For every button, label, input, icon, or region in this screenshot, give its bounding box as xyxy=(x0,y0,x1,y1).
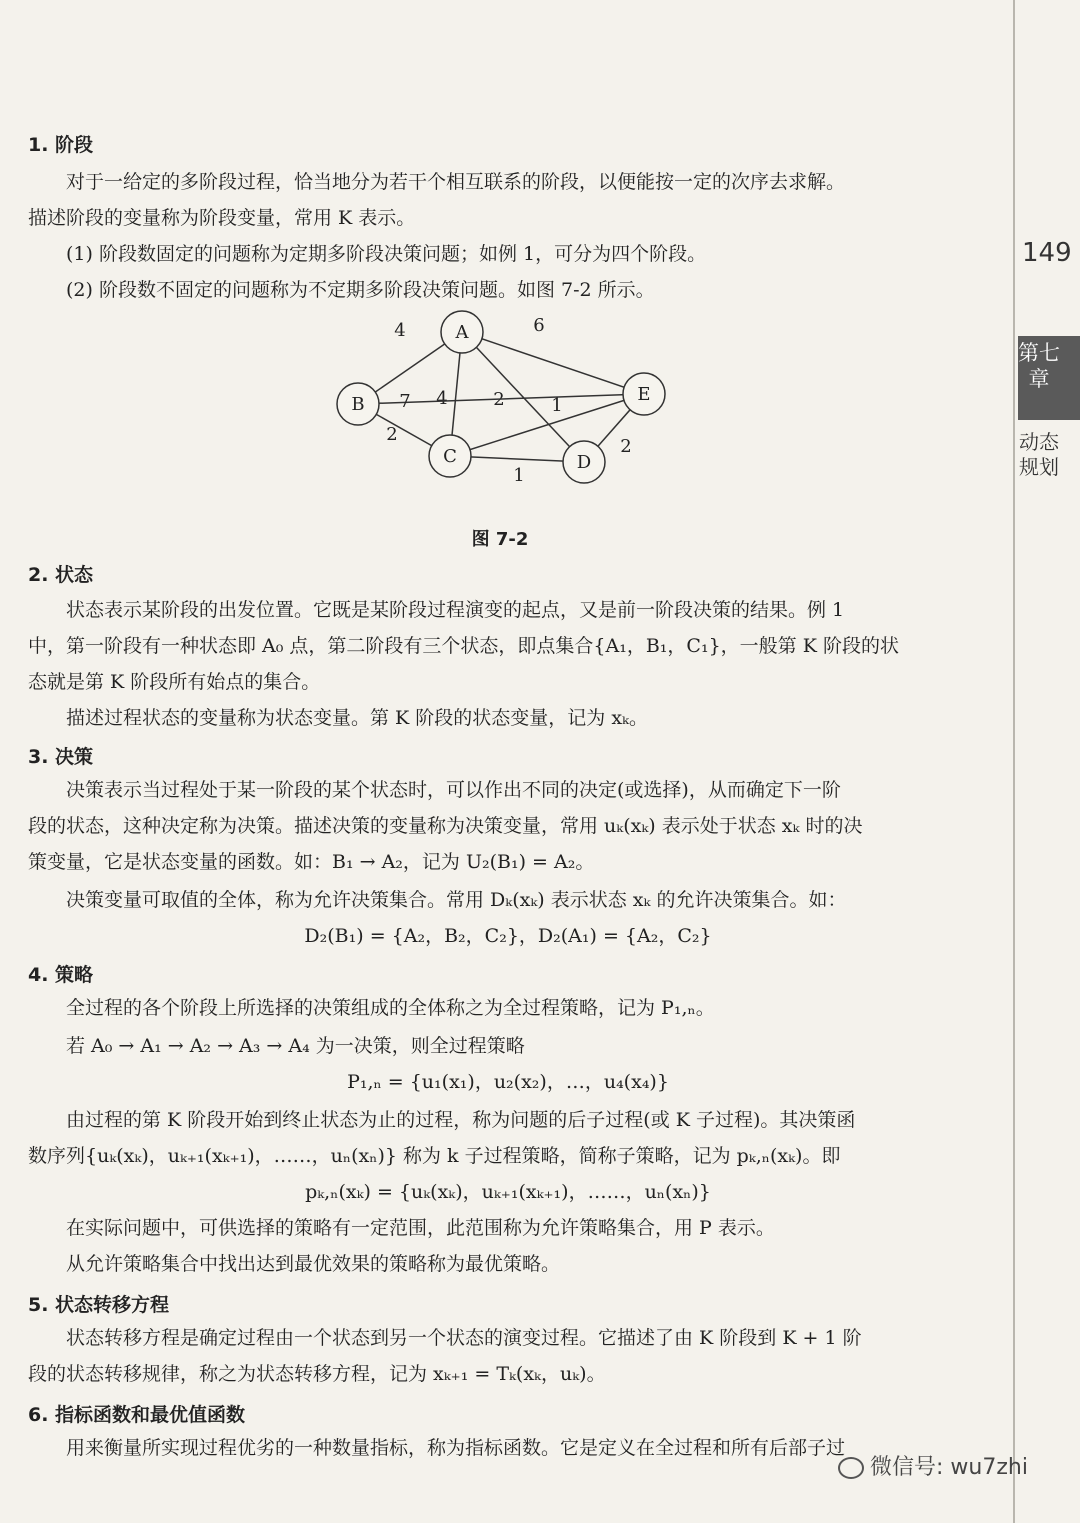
edge-weight-label: 2 xyxy=(386,424,398,445)
paragraph-line: 态就是第 K 阶段所有始点的集合。 xyxy=(28,671,321,693)
formula-line: D₂(B₁) = {A₂，B₂，C₂}，D₂(A₁) = {A₂，C₂} xyxy=(304,925,712,947)
graph-figure xyxy=(320,300,680,500)
section-heading: 4. 策略 xyxy=(28,964,94,986)
paragraph-line: 数序列{uₖ(xₖ)，uₖ₊₁(xₖ₊₁)，……，uₙ(xₙ)} 称为 k 子过程策略，简称子策略，记为 pₖ,ₙ(xₖ)。即 xyxy=(28,1145,841,1167)
paragraph-line: 由过程的第 K 阶段开始到终止状态为止的过程，称为问题的后子过程(或 K 子过程)。其决策函 xyxy=(66,1109,856,1131)
section-heading: 1. 阶段 xyxy=(28,134,94,156)
figure-caption: 图 7-2 xyxy=(471,529,529,550)
paragraph-line: 状态转移方程是确定过程由一个状态到另一个状态的演变过程。它描述了由 K 阶段到 K + 1 阶 xyxy=(66,1327,862,1349)
graph-node-label: B xyxy=(351,394,365,415)
chapter-tab-label: 第七章 xyxy=(1018,341,1060,391)
edge-weight-label: 4 xyxy=(436,388,448,409)
section-heading: 2. 状态 xyxy=(28,564,94,586)
paragraph-line: 决策变量可取值的全体，称为允许决策集合。常用 Dₖ(xₖ) 表示状态 xₖ 的允许决策集合。如： xyxy=(66,889,847,911)
edge-weight-label: 1 xyxy=(551,395,563,416)
graph-node-label: E xyxy=(637,384,651,405)
paragraph-line: 状态表示某阶段的出发位置。它既是某阶段过程演变的起点，又是前一阶段决策的结果。例 1 xyxy=(66,599,845,621)
edge-weight-label: 1 xyxy=(513,465,525,486)
paragraph-line: 段的状态转移规律，称之为状态转移方程，记为 xₖ₊₁ = Tₖ(xₖ，uₖ)。 xyxy=(28,1363,606,1385)
wechat-icon xyxy=(838,1457,864,1479)
page-number: 149 xyxy=(1022,238,1072,268)
paragraph-line: 若 A₀ → A₁ → A₂ → A₃ → A₄ 为一决策，则全过程策略 xyxy=(66,1035,525,1057)
graph-edge-CE xyxy=(450,394,644,456)
paragraph-line: 全过程的各个阶段上所选择的决策组成的全体称之为全过程策略，记为 P₁,ₙ。 xyxy=(66,997,715,1019)
chapter-title: 动态规划 xyxy=(1019,430,1059,479)
paragraph-line: 对于一给定的多阶段过程，恰当地分为若干个相互联系的阶段，以便能按一定的次序去求解。 xyxy=(66,171,846,193)
paragraph-line: 决策表示当过程处于某一阶段的某个状态时，可以作出不同的决定(或选择)，从而确定下一阶 xyxy=(66,779,841,801)
section-heading: 3. 决策 xyxy=(28,746,94,768)
paragraph-line: 策变量，它是状态变量的函数。如：B₁ → A₂，记为 U₂(B₁) = A₂。 xyxy=(28,851,595,873)
paragraph-line: 在实际问题中，可供选择的策略有一定范围，此范围称为允许策略集合，用 P 表示。 xyxy=(66,1217,775,1239)
paragraph-line: 从允许策略集合中找出达到最优效果的策略称为最优策略。 xyxy=(66,1253,561,1275)
formula-line: P₁,ₙ = {u₁(x₁)，u₂(x₂)，…，u₄(x₄)} xyxy=(347,1071,669,1093)
graph-edge-AE xyxy=(462,332,644,394)
watermark xyxy=(838,1450,1028,1481)
paragraph-line: 中，第一阶段有一种状态即 A₀ 点，第二阶段有三个状态，即点集合{A₁，B₁，C₁}，一般第 K 阶段的状 xyxy=(28,635,899,657)
paragraph-line: (2) 阶段数不固定的问题称为不定期多阶段决策问题。如图 7-2 所示。 xyxy=(66,279,655,301)
edge-weight-label: 7 xyxy=(399,391,411,412)
edge-weight-label: 6 xyxy=(533,315,545,336)
paragraph-line: 段的状态，这种决定称为决策。描述决策的变量称为决策变量，常用 uₖ(xₖ) 表示处于状态 xₖ 时的决 xyxy=(28,815,863,837)
paragraph-line: 描述过程状态的变量称为状态变量。第 K 阶段的状态变量，记为 xₖ。 xyxy=(66,707,648,729)
paragraph-line: 用来衡量所实现过程优劣的一种数量指标，称为指标函数。它是定义在全过程和所有后部子过 xyxy=(66,1437,846,1459)
edge-weight-label: 4 xyxy=(394,320,406,341)
margin-rule xyxy=(1013,0,1015,1523)
graph-node-label: A xyxy=(455,322,469,343)
section-heading: 5. 状态转移方程 xyxy=(28,1294,170,1316)
formula-line: pₖ,ₙ(xₖ) = {uₖ(xₖ)，uₖ₊₁(xₖ₊₁)，……，uₙ(xₙ)} xyxy=(305,1181,711,1203)
edge-weight-label: 2 xyxy=(620,436,632,457)
graph-node-label: D xyxy=(576,452,592,473)
watermark-text: 微信号: wu7zhi xyxy=(870,1455,1028,1480)
paragraph-line: 描述阶段的变量称为阶段变量，常用 K 表示。 xyxy=(28,207,416,229)
paragraph-line: (1) 阶段数固定的问题称为定期多阶段决策问题；如例 1，可分为四个阶段。 xyxy=(66,243,707,265)
graph-node-label: C xyxy=(443,446,457,467)
section-heading: 6. 指标函数和最优值函数 xyxy=(28,1404,246,1426)
